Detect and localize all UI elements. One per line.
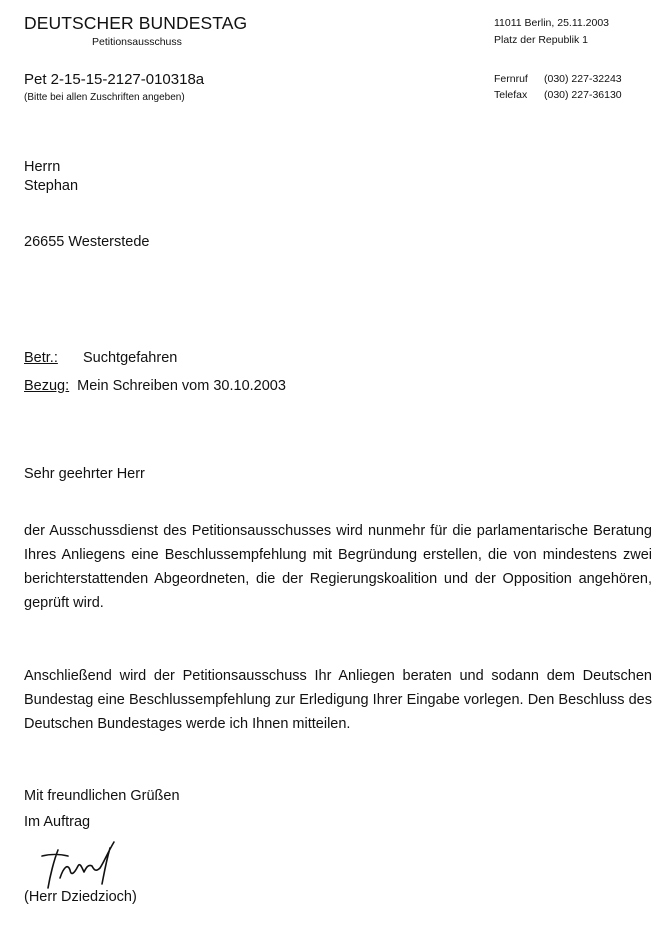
reference-value: Mein Schreiben vom 30.10.2003 — [77, 378, 286, 394]
signatory-name: (Herr Dziedzioch) — [24, 889, 137, 905]
sender-street: Platz der Republik 1 — [494, 34, 588, 46]
by-order: Im Auftrag — [24, 814, 91, 830]
fax-label: Telefax — [494, 89, 528, 101]
sender-fax-row — [494, 89, 622, 101]
organization-name: DEUTSCHER BUNDESTAG — [24, 13, 248, 33]
phone-number: (030) 227-32243 — [544, 73, 622, 85]
sender-phone-row — [494, 73, 622, 85]
subject-label: Betr.: — [24, 350, 58, 366]
greeting: Sehr geehrter Herr — [24, 466, 145, 482]
recipient-salutation: Herrn — [24, 159, 61, 175]
committee-name: Petitionsausschuss — [92, 36, 182, 48]
closing-phrase: Mit freundlichen Grüßen — [24, 788, 180, 804]
reference-number: Pet 2-15-15-2127-010318a — [24, 71, 205, 88]
recipient-name: Stephan — [24, 178, 79, 194]
reference-row — [24, 378, 286, 394]
body-paragraph-2 — [24, 664, 652, 736]
subject-row — [24, 350, 177, 366]
recipient-city: 26655 Westerstede — [24, 234, 150, 250]
subject-value: Suchtgefahren — [83, 350, 178, 366]
handwritten-signature — [34, 838, 130, 892]
paragraph-2-text: Anschließend wird der Petitionsausschuss Ihr Anliegen beraten und sodann dem Deutschen Bundestag eine Beschlussempfehlung zur Erledigung Ihrer Eingabe vorlegen. Den Beschluss des Deutschen Bundestages werde ich Ihnen mitteilen. — [24, 668, 652, 732]
reference-note: (Bitte bei allen Zuschriften angeben) — [24, 92, 185, 103]
body-paragraph-1 — [24, 519, 652, 615]
sender-city-date: 11011 Berlin, 25.11.2003 — [494, 17, 610, 29]
phone-label: Fernruf — [494, 73, 528, 85]
reference-label: Bezug: — [24, 378, 70, 394]
fax-number: (030) 227-36130 — [544, 89, 622, 101]
paragraph-1-text: der Ausschussdienst des Petitionsausschusses wird nunmehr für die parlamentarische Beratung Ihres Anliegens eine Beschlussempfehlung mit Begründung erstellen, die von mindestens zwei berichterstattenden Abgeordneten, die der Regierungskoalition und der Opposition angehören, geprüft wird. — [24, 523, 652, 611]
